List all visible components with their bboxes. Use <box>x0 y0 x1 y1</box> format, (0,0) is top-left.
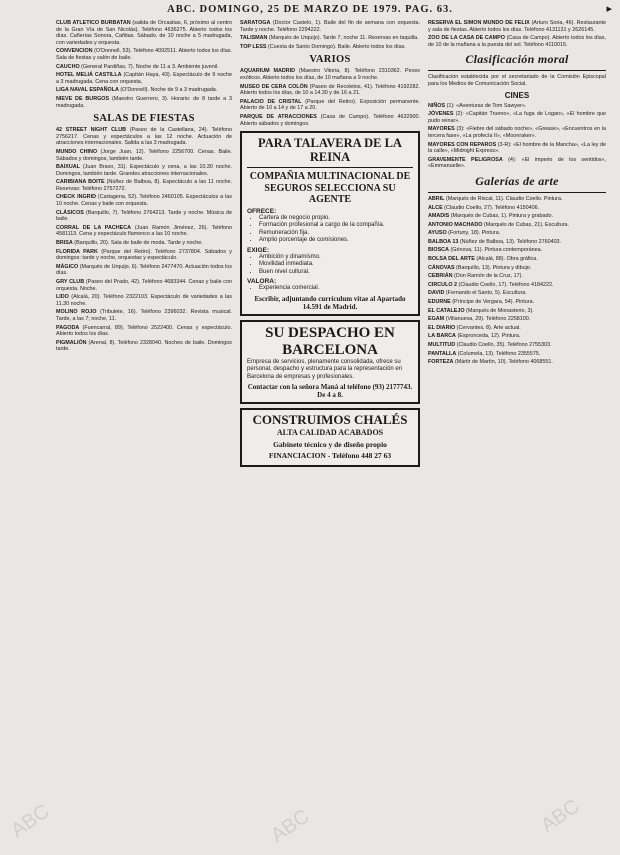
listing-item-text: (Juan Ramón Jiménez, 26). Teléfono 4581113. Cena y espectáculo flamenco a las 10 noche. <box>56 224 232 238</box>
listing-item-text: (Arturo Soria, 46). Restaurante y sala de fiestas. Abierto todos los días. Teléfono 4131131 y 2626145. <box>428 20 606 33</box>
listing-item-name: GRY CLUB <box>56 279 85 285</box>
gallery-item-name: BIOSCA <box>428 247 449 254</box>
listing-group-clubs <box>56 20 232 109</box>
moral-item-name: MAYORES CON REPAROS <box>428 141 497 148</box>
listing-item-name: LIGA NAVAL ESPAÑOLA <box>56 87 119 94</box>
listing-item <box>56 194 232 207</box>
ad-offer-item: • Amplio porcentaje de comisiones. <box>259 237 413 245</box>
listing-item <box>56 210 232 223</box>
moral-item <box>428 111 606 124</box>
ad-chales-line1: ALTA CALIDAD ACABADOS <box>276 428 384 438</box>
listing-group-salas <box>56 127 232 353</box>
listing-item-text: (Paseo del Prado, 42). Teléfono 4683344. Cenas y baile con orquesta. Noche. <box>56 279 232 292</box>
ad-offer-list <box>247 215 413 245</box>
listing-item-text: (salida de Orcasitas, 6, próximo al centro de la Gran Vía de San Nicolás). Teléfono 4636275. Abierto todos los días. Cañerías Sonora, Cañitas. Sábado, de 10 noche a 5 madrugada, con variedades y orquesta. <box>56 20 232 46</box>
gallery-item-text: (Claudio Coello, 17). Teléfono 4184222. <box>457 281 554 288</box>
listing-item-name: PALACIO DE CRISTAL <box>240 98 302 105</box>
listing-item <box>240 35 420 42</box>
listing-item <box>56 127 232 147</box>
column-middle <box>240 20 420 847</box>
listing-item <box>56 164 232 177</box>
listing-item-name: MUNDO CHINO <box>56 148 98 155</box>
listing-item-name: CAUCHO <box>56 63 80 70</box>
ad-talavera-subhead: COMPAÑIA MULTINACIONAL DE SEGUROS SELECCIONA SU AGENTE <box>249 171 411 206</box>
gallery-item-text: (Mártir de Martín, 10). Teléfono 4068551. <box>453 359 553 366</box>
listing-item-name: BAIXUAL <box>56 164 80 171</box>
section-title-varios: VARIOS <box>309 54 351 66</box>
gallery-item-name: CIRCULO 2 <box>428 281 458 288</box>
listing-item-text: (Paseo de Recoletos, 41). Teléfono 4192282. Abierto todos los días, de 10 a 14.30 y de 16 a 21. <box>240 83 420 97</box>
listing-item-text: (Alcalá, 20). Teléfono 2322103. Espectáculo de variedades a las 11.30 noche. <box>56 294 232 307</box>
listing-item <box>56 20 232 46</box>
gallery-item-name: AYUSO <box>428 230 447 237</box>
listing-item-name: LIDO <box>56 294 69 301</box>
gallery-item-name: ABRIL <box>428 195 445 202</box>
gallery-item <box>428 316 606 323</box>
listing-item <box>56 325 232 338</box>
gallery-item <box>428 351 606 358</box>
listing-item-name: TALISMAN <box>240 35 268 42</box>
gallery-item <box>428 342 606 349</box>
ad-offer-item: • Remuneración fija. <box>259 230 413 238</box>
listing-item-text: (Tribulete, 16). Teléfono 2396032. Revista musical. Tarde, a las 7; noche, 11. <box>56 309 232 322</box>
gallery-item <box>428 239 606 246</box>
ad-req-item: • Ambición y dinamismo. <box>259 254 413 262</box>
page-header: ABC. DOMINGO, 25 DE MARZO DE 1979. PAG. 63. <box>167 4 453 15</box>
gallery-item-text: (Fernando el Santo, 5). Escultura. <box>444 290 527 297</box>
gallery-item-text: (Núñez de Balboa, 13). Teléfono 2760403. <box>458 238 562 245</box>
ad-barcelona <box>240 320 420 405</box>
listing-item <box>240 20 420 33</box>
listing-item-name: CORRAL DE LA PACHECA <box>56 224 132 231</box>
gallery-item <box>428 247 606 254</box>
gallery-item-name: ALCE <box>428 204 443 211</box>
listing-item-name: CLUB ATLÉTICO BURBATAN <box>56 20 131 26</box>
listing-item <box>56 240 232 247</box>
gallery-item-text: (Marqués de Cubas, 1). Pintura y grabado. <box>449 213 553 220</box>
gallery-item <box>428 265 606 272</box>
listing-item-name: RESERVA EL SIMÓN MUNDO DE FELIX <box>428 20 530 26</box>
moral-item-text: (4): «El imperio de los sentidos», «Emmanuelle». <box>428 156 606 170</box>
moral-item-name: JÓVENES <box>428 111 454 118</box>
listing-item-name: HOTEL MELIÁ CASTILLA <box>56 72 122 79</box>
gallery-item-text: (Don Ramón de la Cruz, 17). <box>452 273 523 280</box>
ad-req-label: EXIGE: <box>247 246 270 254</box>
watermark-3: ABC <box>537 795 584 837</box>
moral-intro: Clasificación establecida por el secretariado de la Comisión Episcopal para los Medios de Comunicación Social. <box>428 74 606 87</box>
listing-item <box>56 340 232 353</box>
listing-item <box>240 114 420 127</box>
moral-item-text: (1): «Aventuras de Tom Sawyer». <box>445 102 527 109</box>
gallery-item-name: CÁNOVAS <box>428 264 455 271</box>
gallery-item-text: (Claudio Coello, 27). Teléfono 4150406. <box>442 204 540 211</box>
gallery-item <box>428 359 606 366</box>
listing-item-text: (Parque del Retiro). Teléfono 2737804. Sábados y domingos: tarde y noche, orquestas y espectáculo. <box>56 248 232 262</box>
gallery-item-text: (Marqués de Cubas, 21). Escultura. <box>482 221 569 228</box>
gallery-item-name: BOLSA DEL ARTE <box>428 256 475 263</box>
gallery-item-name: LA BARCA <box>428 333 456 340</box>
gallery-item-name: MULTITUD <box>428 342 456 348</box>
gallery-item-text: (Barquillo, 13). Pintura y dibujo. <box>454 264 532 271</box>
listing-item <box>56 48 232 61</box>
gallery-item-text: (Marqués de Riscal, 11). Claudio Coello. Pintura. <box>444 195 563 202</box>
gallery-item-name: AMADIS <box>428 213 450 220</box>
gallery-item-name: EGAM <box>428 316 445 323</box>
listing-item <box>56 96 232 109</box>
listing-item <box>56 309 232 322</box>
section-title-galerias: Galerías de arte <box>475 173 559 188</box>
gallery-item-text: (Cervantes, 8). Arte actual. <box>455 324 521 331</box>
watermark-2: ABC <box>267 805 314 847</box>
ad-barcelona-headline: SU DESPACHO EN BARCELONA <box>265 324 395 358</box>
ad-talavera-headline: PARA TALAVERA DE LA REINA <box>258 136 402 165</box>
gallery-item <box>428 213 606 220</box>
listing-item-text: (Juan Bravo, 31). Espectáculo y cena, a las 10.30 noche. Domingos, también tarde. Grandes atracciones internacionales. <box>56 164 232 177</box>
moral-item-name: GRAVEMENTE PELIGROSA <box>428 156 503 163</box>
listing-item-name: AQUARIUM MADRID <box>240 68 296 75</box>
moral-item <box>428 142 606 155</box>
gallery-item <box>428 273 606 280</box>
gallery-item-text: (Villanueva, 29). Teléfono 2258100. <box>444 316 531 323</box>
gallery-item-name: BALBOA 13 <box>428 238 459 245</box>
gallery-item-text: (Alcalá, 88). Obra gráfica. <box>474 256 538 263</box>
listing-item <box>56 279 232 292</box>
moral-item-text: (2): «Capitán Trueno», «La fuga de Logan», «El hombre que pudo reinar». <box>428 111 606 124</box>
ad-talavera <box>240 131 420 316</box>
gallery-item <box>428 205 606 212</box>
gallery-item-text: (Columela, 13). Teléfono 2355575. <box>456 350 541 357</box>
gallery-item <box>428 333 606 340</box>
listing-item <box>56 149 232 162</box>
moral-item-text: (3): «Fiebre del sábado noche», «Grease», «Encuentros en la tercera fase», «La profecía II», «Moonraker». <box>428 126 606 139</box>
listing-item-text: (Casa de Campo). Teléfono 4632900. Abierto sábados y domingos. <box>240 113 420 127</box>
listing-item-name: NIEVE DE BURGOS <box>56 95 110 102</box>
listing-item-text: (Marqués de Urquijo). Tarde 7, noche 11. Reservas en taquilla. <box>267 35 419 42</box>
moral-item <box>428 157 606 170</box>
gallery-item <box>428 308 606 315</box>
gallery-item-name: FORTEZA <box>428 359 454 366</box>
gallery-item <box>428 299 606 306</box>
listing-item <box>428 20 606 33</box>
ad-val-label: VALORA: <box>247 278 277 286</box>
listing-item-name: PIGMALIÓN <box>56 339 87 346</box>
listing-item <box>56 264 232 277</box>
listing-item-text: (General Pardiñas, 7). Noche de 11 a 3. Ambiente juvenil. <box>79 63 219 70</box>
gallery-item <box>428 290 606 297</box>
listing-item-text: (Casa de Campo). Abierto todos los días, de 10 de la mañana a la puesta del sol. Teléfono 4110015. <box>428 35 606 48</box>
listing-item <box>428 35 606 48</box>
listing-item <box>56 249 232 262</box>
gallery-item <box>428 222 606 229</box>
gallery-item-text: (Espronceda, 12). Pintura. <box>455 333 521 340</box>
listing-item-name: PARQUE DE ATRACCIONES <box>240 113 317 120</box>
moral-item <box>428 126 606 139</box>
gallery-item-name: PANTALLA <box>428 350 457 357</box>
listing-item-name: ZOO DE LA CASA DE CAMPO <box>428 35 505 42</box>
listing-item-text: (Maestro Vitoria, 8). Teléfono 2310362. Peces exóticos. Abierto todos los días, de 10 mañana a 9 noche. <box>240 68 420 81</box>
ad-barcelona-body: Empresa de servicios, plenamente consolidada, ofrece su personal, despacho y estructura para la representación en Barcelona de empresas y profesionales. <box>247 358 403 380</box>
listing-item <box>240 99 420 112</box>
listing-item-text: (Arenal, 8). Teléfono 2328040. Noches de baile. Domingos tarde. <box>56 339 232 353</box>
listing-item-text: (Núñez de Balboa, 8). Espectáculo a las 11 noche. Reservas: Teléfono 2757272. <box>56 179 232 192</box>
listing-item-text: (Capitán Haya, 43). Espectáculo de 9 noche a 3 madrugada. Cena con orquesta. <box>56 72 232 85</box>
gallery-item-text: (Génova, 11). Pintura contemporánea. <box>448 247 543 254</box>
column-left <box>56 20 232 847</box>
listing-item-name: CHECK INGRID <box>56 194 96 201</box>
moral-item-name: MAYORES <box>428 126 455 133</box>
listing-item-name: FLORIDA PARK <box>56 248 98 255</box>
gallery-item-name: EDURNE <box>428 299 451 306</box>
section-title-cines: CINES <box>504 90 530 100</box>
listing-item <box>240 84 420 97</box>
corner-mark-icon: ▸ <box>606 3 612 15</box>
listing-item-text: (Paseo de la Castellana, 24). Teléfono 2756217. Cenas y espectáculos a las 12 noche. Actuación de atracciones internacionales. Salida a las 3 madrugada. <box>56 127 232 147</box>
moral-list <box>428 103 606 170</box>
listing-item <box>240 68 420 81</box>
gallery-item-text: (Marqués de Monasterio, 3). <box>464 307 534 314</box>
watermark-1: ABC <box>7 800 54 842</box>
moral-item-name: NIÑOS <box>428 102 446 109</box>
listing-item-name: SARATOGA <box>240 20 271 26</box>
listing-item-name: MUSEO DE CERA COLÓN <box>240 83 308 90</box>
listing-item-name: PAGODA <box>56 324 80 331</box>
listing-item <box>56 294 232 307</box>
gallery-item-text: (Fortuny, 18). Pintura. <box>446 230 501 237</box>
listing-item-text: (Doctor Castelo, 1). Baile del fin de semana con orquesta. Tarde y noche. Teléfono 2294222. <box>240 20 420 33</box>
gallery-item-name: CEBRIÁN <box>428 273 453 280</box>
column-right <box>428 20 606 847</box>
gallery-item-name: EL DIARIO <box>428 324 456 331</box>
gallery-item <box>428 282 606 289</box>
gallery-item-name: EL CATALEJO <box>428 307 465 314</box>
ad-chales-headline: CONSTRUIMOS CHALÉS <box>252 412 408 428</box>
listing-item-name: BRISA <box>56 240 73 247</box>
ad-req-item: • Buen nivel cultural. <box>259 269 413 277</box>
listing-item-text: (Cartagena, 52). Teléfono 2460105. Espectáculos a las 10 noche. Cenas y baile con orquesta. <box>56 194 232 208</box>
gallery-item <box>428 196 606 203</box>
gallery-item <box>428 325 606 332</box>
listing-item-text: (Fuencarral, 89). Teléfono 2522400. Cenas y espectáculo. Abierto todos los días. <box>56 324 232 338</box>
listing-item-text: (Jorge Juan, 12). Teléfono 2256700. Cenas. Baile. Sábados y domingos, también tarde. <box>56 148 232 162</box>
listing-item-text: (Parque del Retiro). Exposición permanente. Abierto de 10 a 14 y de 17 a 20. <box>240 98 420 112</box>
ad-offer-label: OFRECE: <box>247 207 277 215</box>
listing-item-text: (Barquillo, 7). Teléfono 2764213. Tarde y noche. Música de baile. <box>56 209 232 223</box>
ad-chales-line2: Gabinete técnico y de diseño propio <box>273 439 387 449</box>
section-title-salas: SALAS DE FIESTAS <box>93 113 195 125</box>
listing-item-text: (O'Donnell). Noche de 9 a 3 madrugada. <box>118 87 218 94</box>
ad-val-list <box>247 285 413 293</box>
ad-chales-line3: FINANCIACION - Teléfono 448 27 63 <box>268 451 392 461</box>
listing-item-text: (Barquillo, 20). Sala de baile de moda. Tarde y noche. <box>72 240 203 247</box>
listing-group-reservas <box>428 20 606 48</box>
gallery-item <box>428 230 606 237</box>
listing-item <box>56 179 232 192</box>
gallery-item-text: (Príncipe de Vergara, 54). Pintura. <box>450 299 535 306</box>
listing-item <box>56 225 232 238</box>
ad-offer-item: • Cartera de negocio propio. <box>259 215 413 223</box>
listing-item <box>56 72 232 85</box>
listing-item-name: CARIBIANA BOITE <box>56 179 105 186</box>
listing-item <box>56 64 232 71</box>
gallery-list <box>428 196 606 366</box>
listing-item <box>56 87 232 94</box>
listing-item-name: MOLINO ROJO <box>56 309 97 316</box>
gallery-item-name: DAVID <box>428 290 445 297</box>
ad-req-list <box>247 254 413 277</box>
listing-item-name: CLÁSICOS <box>56 209 84 216</box>
listing-group-varios <box>240 68 420 127</box>
moral-item-text: (3-R): «El hombre de la Mancha», «La ley de la calle», «Midnight Express». <box>428 141 606 155</box>
gallery-item-name: ANTONIO MACHADO <box>428 221 483 228</box>
ad-req-item: • Movilidad inmediata. <box>259 261 413 269</box>
gallery-item <box>428 256 606 263</box>
section-title-moral: Clasificación moral <box>465 52 569 67</box>
listing-item-name: TOP LESS <box>240 43 267 50</box>
ad-barcelona-contact: Contactar con la señora Maná al teléfono (93) 2177743. De 4 a 8. <box>247 383 413 400</box>
listing-item-name: 42 STREET NIGHT CLUB <box>56 127 127 134</box>
ad-offer-item: • Formación profesional a cargo de la compañía. <box>259 222 413 230</box>
listing-item-name: CONVENCION <box>56 48 93 55</box>
listing-item <box>240 44 420 51</box>
listing-item-text: (Cuesta de Santo Domingo). Baile. Abierto todos los días. <box>266 43 406 50</box>
listing-item-text: (O'Donnell, 53). Teléfono 4092511. Abierto todos los días. Sala de fiestas y salón de baile. <box>56 48 232 61</box>
ad-talavera-contact: Escribir, adjuntando currículum vitae al Apartado 14.591 de Madrid. <box>254 294 406 311</box>
listing-item-text: (Marqués de Urquijo, 6). Teléfono 2477470. Actuación todos los días. <box>56 263 232 277</box>
moral-item <box>428 103 606 110</box>
listing-item-text: (Maestro Guerrero, 3). Horario: de 8 tarde a 3 madrugada. <box>56 95 232 109</box>
listing-group-clubs-2 <box>240 20 420 50</box>
ad-val-item: • Experiencia comercial. <box>259 285 413 293</box>
gallery-item-text: (Claudio Coello, 35). Teléfono 2755303. <box>455 342 552 348</box>
listing-item-name: MÁGICO <box>56 263 79 270</box>
ad-chales <box>240 408 420 467</box>
